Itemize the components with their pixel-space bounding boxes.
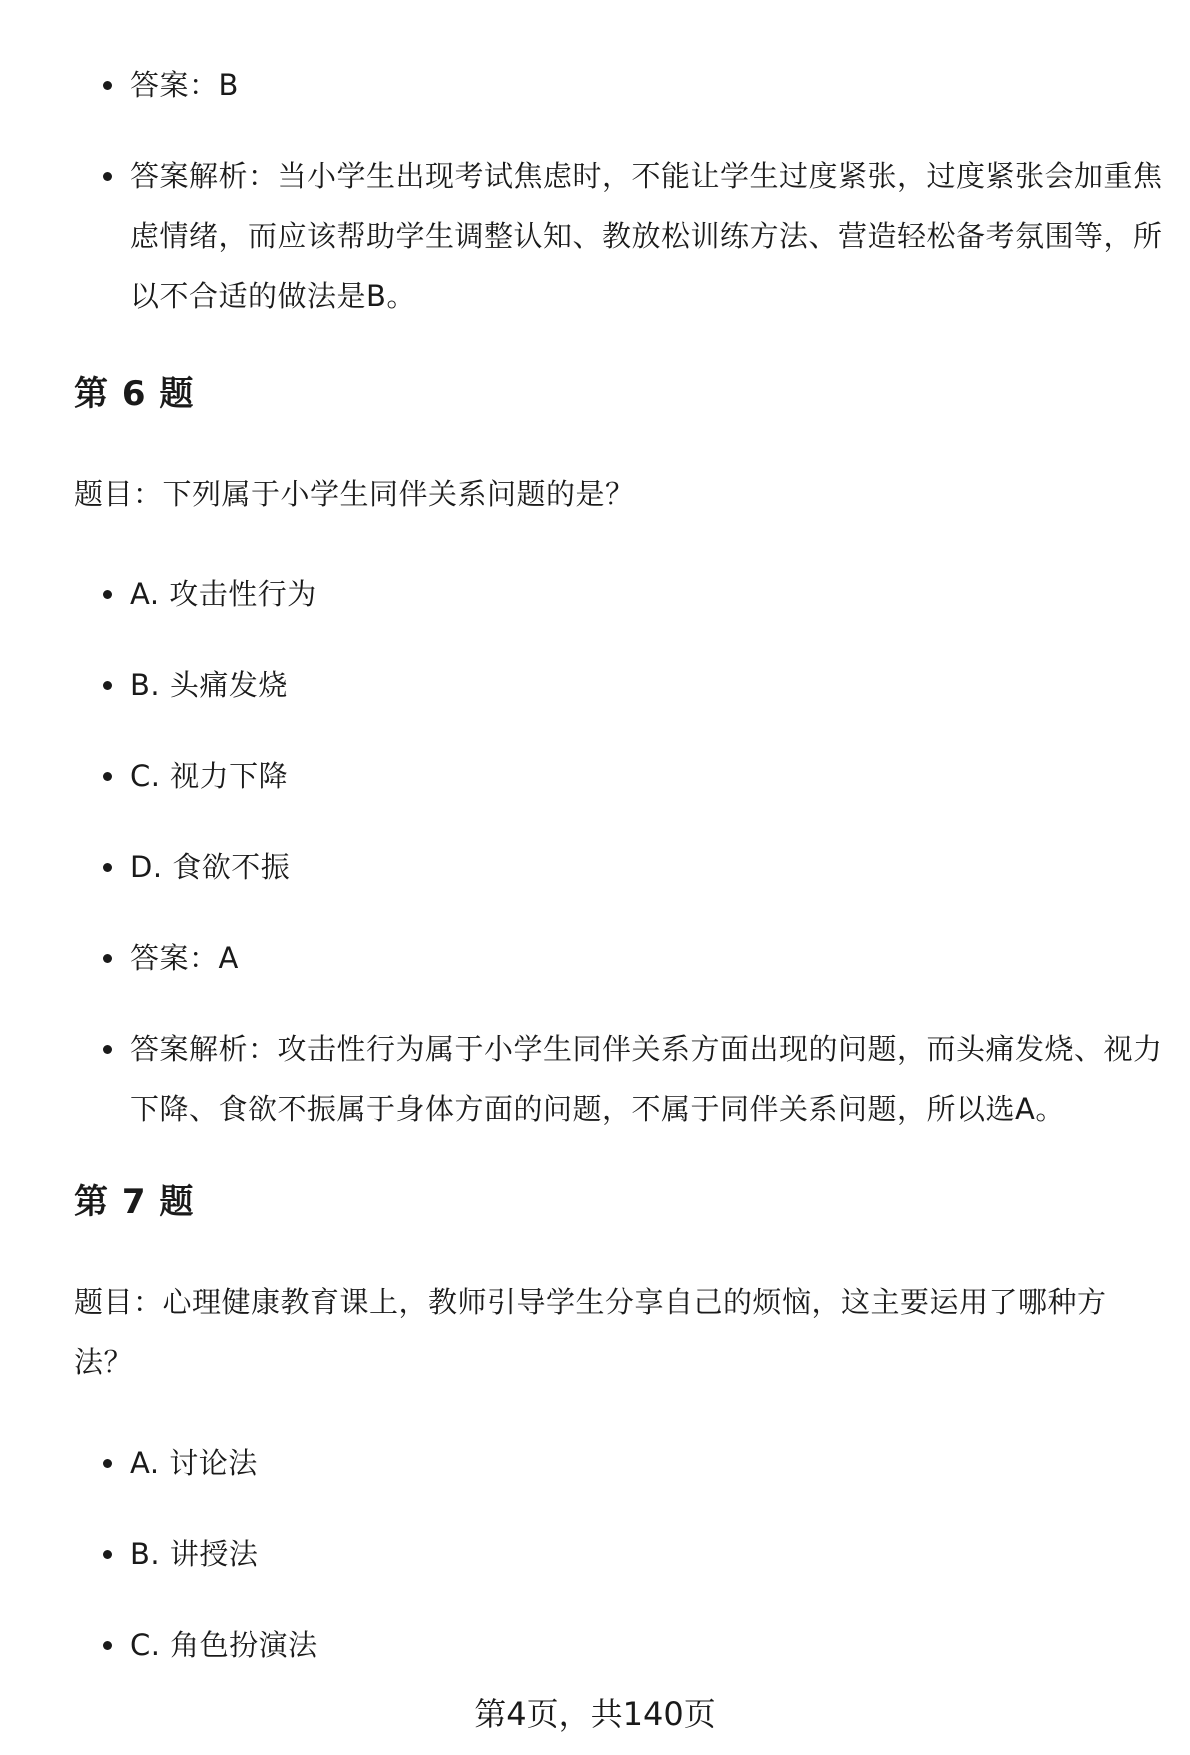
prev-answer: 答案：B (130, 68, 239, 102)
bullet-icon (103, 1045, 112, 1054)
question-6-option-a: A. 攻击性行为 (130, 577, 317, 611)
prev-explanation: 答案解析：当小学生出现考试焦虑时，不能让学生过度紧张，过度紧张会加重焦虑情绪，而应该帮助学生调整认知、教放松训练方法、营造轻松备考氛围等，所以不合适的做法是B。 (130, 159, 1163, 313)
page-footer: 第4页，共140页 (474, 1695, 716, 1733)
bullet-icon (103, 1641, 112, 1650)
question-7-option-c: C. 角色扮演法 (130, 1628, 318, 1662)
bullet-icon (103, 954, 112, 963)
question-6-heading: 第 6 题 (74, 374, 195, 414)
question-7-option-a: A. 讨论法 (130, 1446, 258, 1480)
question-7-heading: 第 7 题 (74, 1182, 195, 1222)
bullet-icon (103, 172, 112, 181)
bullet-icon (103, 1550, 112, 1559)
question-7-prompt: 题目：心理健康教育课上，教师引导学生分享自己的烦恼，这主要运用了哪种方法？ (74, 1285, 1107, 1379)
bullet-icon (103, 590, 112, 599)
bullet-icon (103, 772, 112, 781)
question-6-explanation: 答案解析：攻击性行为属于小学生同伴关系方面出现的问题，而头痛发烧、视力下降、食欲不振属于身体方面的问题，不属于同伴关系问题，所以选A。 (130, 1032, 1163, 1126)
bullet-icon (103, 1459, 112, 1468)
question-6-option-b: B. 头痛发烧 (130, 668, 288, 702)
bullet-icon (103, 863, 112, 872)
question-6-prompt: 题目：下列属于小学生同伴关系问题的是？ (74, 477, 635, 511)
bullet-icon (103, 681, 112, 690)
question-6-option-d: D. 食欲不振 (130, 850, 291, 884)
question-6-answer: 答案：A (130, 941, 239, 975)
bullet-icon (103, 81, 112, 90)
question-6-option-c: C. 视力下降 (130, 759, 289, 793)
question-7-option-b: B. 讲授法 (130, 1537, 259, 1571)
